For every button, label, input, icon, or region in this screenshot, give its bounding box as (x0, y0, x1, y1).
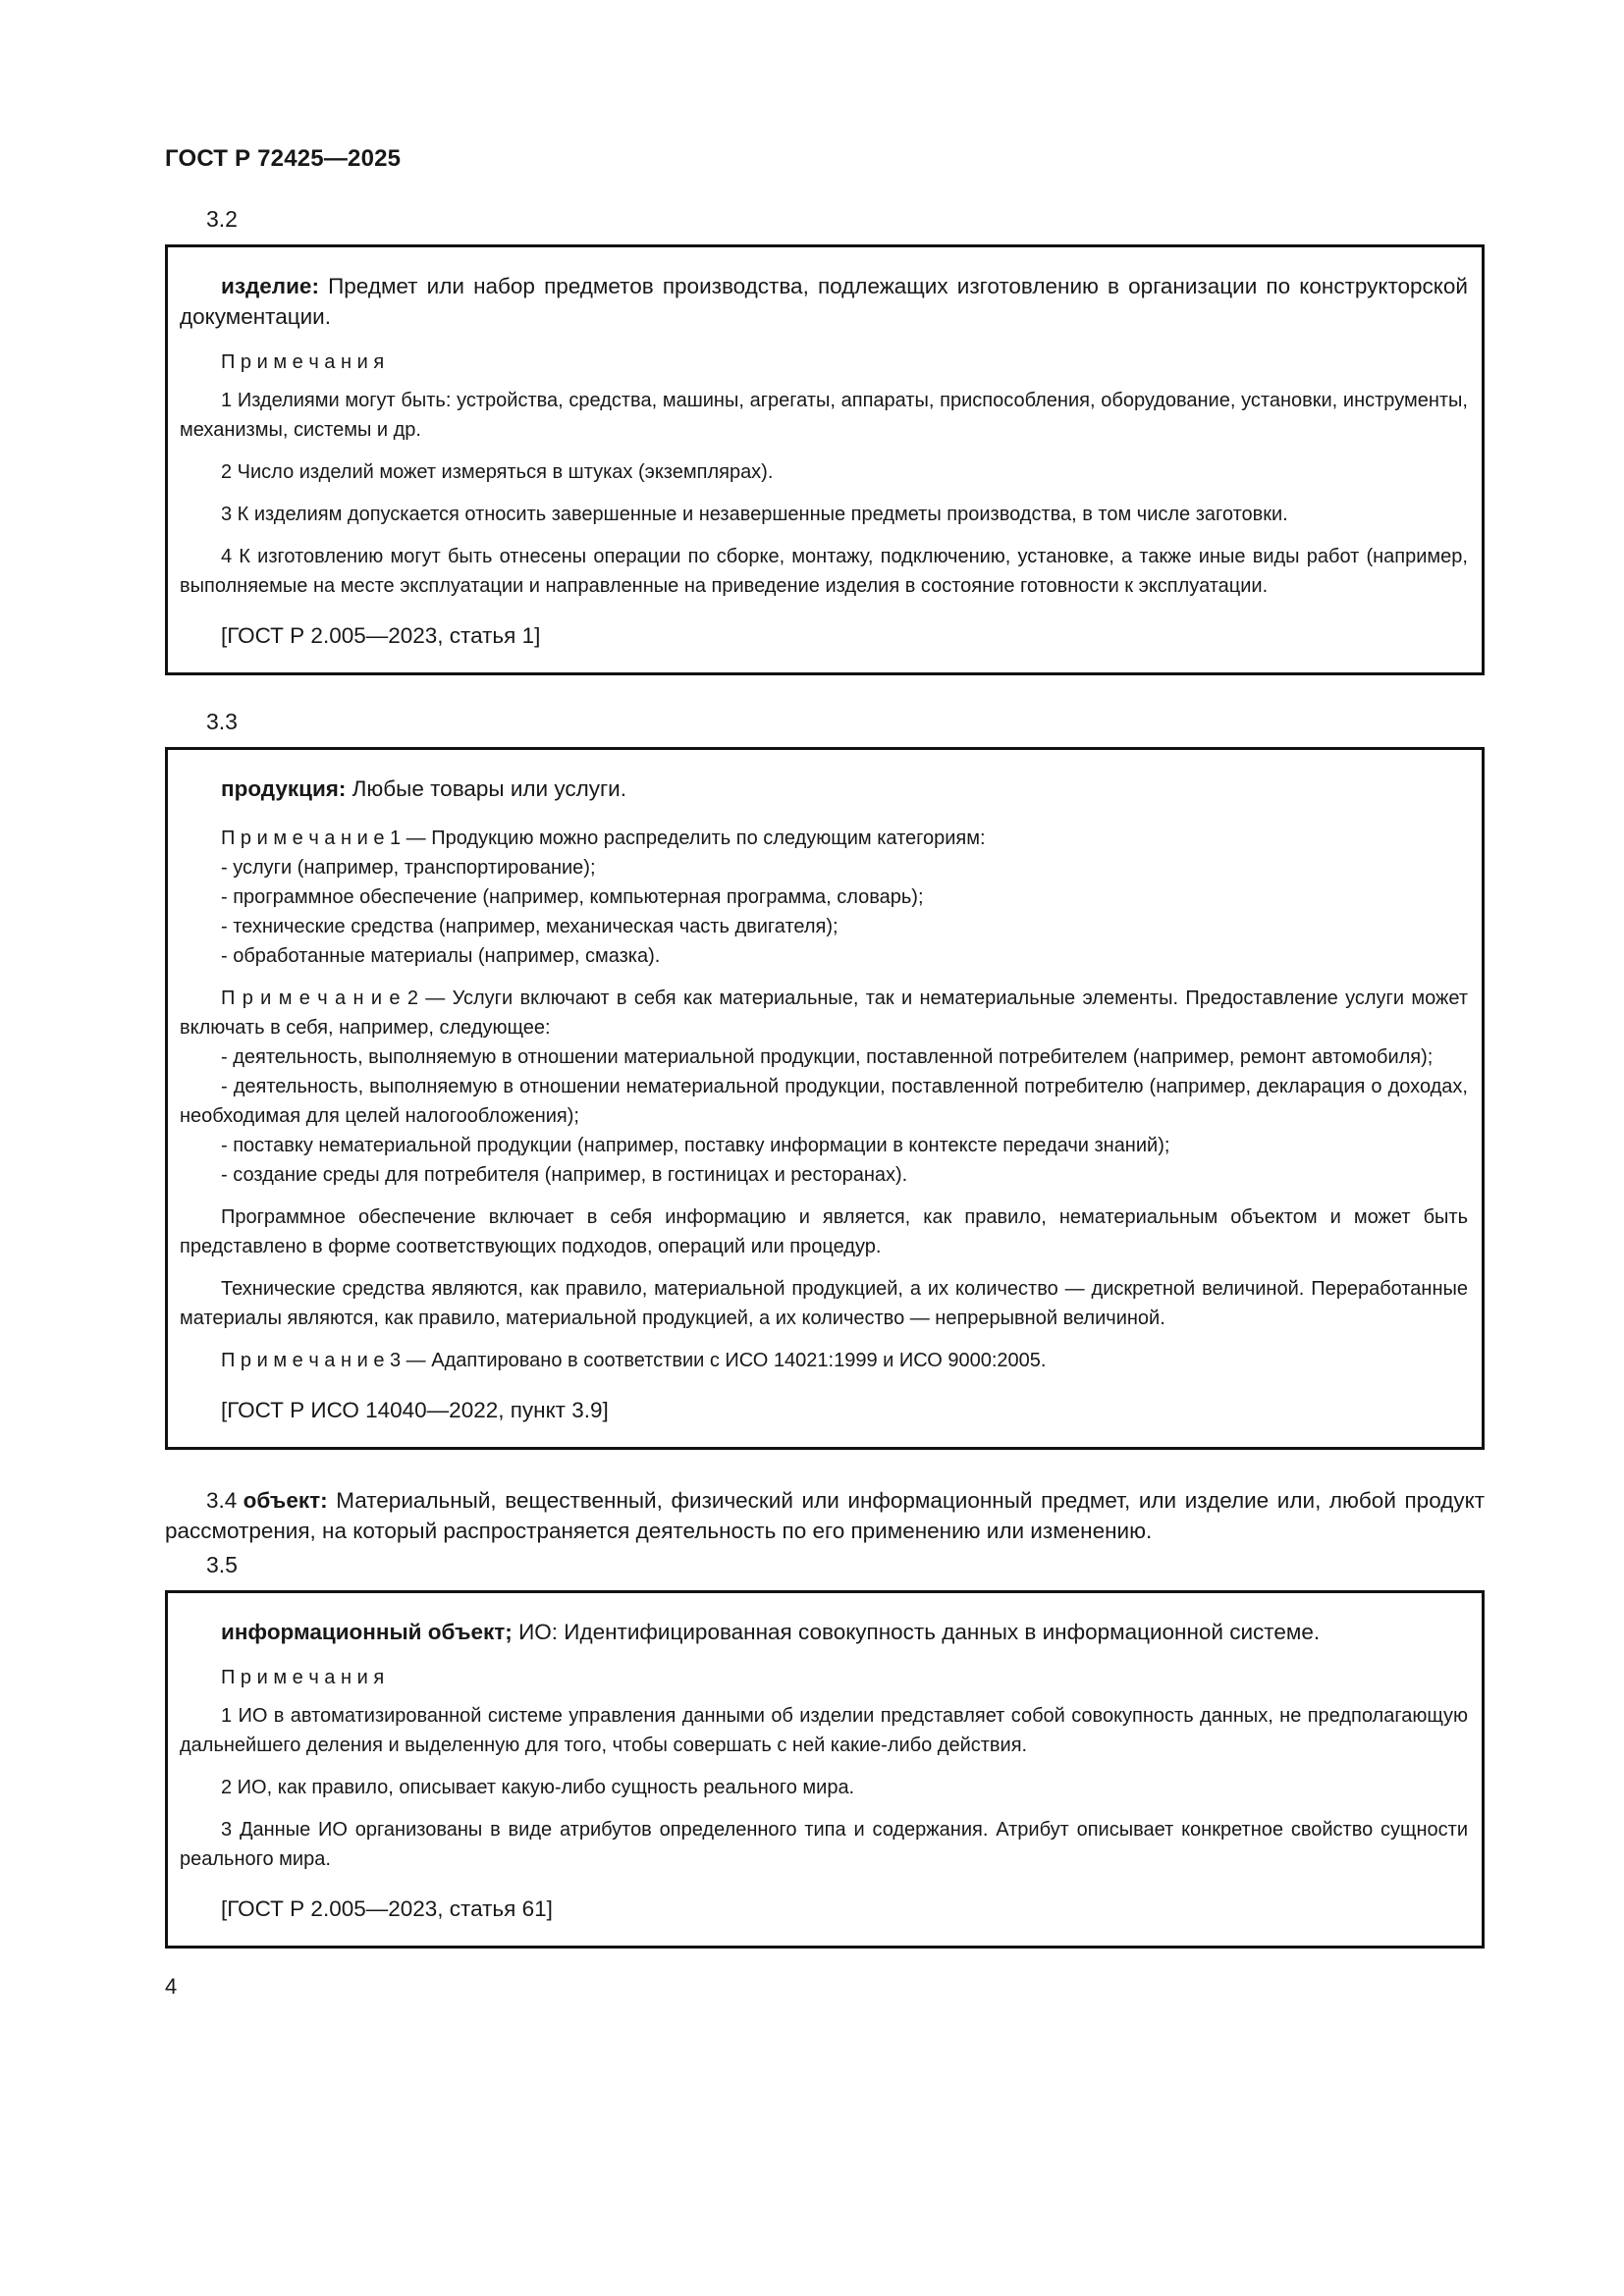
term-word: информационный объект; (221, 1620, 513, 1644)
citation-source: [ГОСТ Р ИСО 14040—2022, пункт 3.9] (221, 1398, 609, 1422)
note-item: 3 К изделиям допускается относить завершенные и незавершенные предметы производства, в том числе заготовки. (221, 504, 1288, 525)
definition-text: Любые товары или услуги. (346, 776, 627, 801)
note-list-item: - программное обеспечение (например, компьютерная программа, словарь); (221, 886, 924, 908)
term-abbreviation: ИО: (518, 1620, 559, 1644)
definition-3-2 (180, 271, 1468, 332)
note-list-item: - деятельность, выполняемую в отношении материальной продукции, поставленной потребителем (например, ремонт автомобиля); (221, 1046, 1434, 1068)
term-box-3-5 (165, 1590, 1485, 1949)
section-number-3-3: 3.3 (206, 709, 238, 734)
term-word: изделие: (221, 274, 319, 298)
note-paragraph: Технические средства являются, как правило, материальной продукцией, а их количество — дискретной величиной. Переработанные материалы являются, как правило, материальной продукцией, а их количество — непрерывной величиной. (180, 1278, 1468, 1329)
standard-code-header: ГОСТ Р 72425—2025 (165, 145, 402, 172)
term-box-3-3 (165, 747, 1485, 1450)
term-box-3-2 (165, 244, 1485, 675)
page-number: 4 (165, 1974, 178, 1999)
definition-text: Предмет или набор предметов производства, подлежащих изготовлению в организации по конструкторской документации. (180, 274, 1468, 329)
section-number-3-5: 3.5 (206, 1552, 238, 1577)
note-list-item: - деятельность, выполняемую в отношении нематериальной продукции, поставленной потребителю (например, декларация о доходах, необходимая для целей налогообложения); (180, 1076, 1468, 1127)
note-lead: П р и м е ч а н и е 2 — Услуги включают в себя как материальные, так и нематериальные элементы. Предоставление услуги может включать в себя, например, следующее: (180, 988, 1468, 1039)
citation-source: [ГОСТ Р 2.005—2023, статья 61] (221, 1896, 553, 1921)
note-2-group (180, 984, 1468, 1190)
note-item: П р и м е ч а н и е 3 — Адаптировано в соответствии с ИСО 14021:1999 и ИСО 9000:2005. (221, 1350, 1047, 1371)
note-lead: П р и м е ч а н и е 1 — Продукцию можно распределить по следующим категориям: (221, 828, 986, 849)
note-item: 2 ИО, как правило, описывает какую-либо сущность реального мира. (221, 1777, 855, 1798)
notes-heading: П р и м е ч а н и я (221, 351, 385, 373)
note-list-item: - поставку нематериальной продукции (например, поставку информации в контексте передачи знаний); (221, 1135, 1170, 1156)
note-paragraph: Программное обеспечение включает в себя информацию и является, как правило, нематериальным объектом и может быть представлено в форме соответствующих подходов, операций или процедур. (180, 1206, 1468, 1257)
section-number-3-4: 3.4 (206, 1488, 238, 1513)
note-list-item: - создание среды для потребителя (например, в гостиницах и ресторанах). (221, 1164, 908, 1186)
note-1-group (180, 824, 1468, 971)
definition-3-3 (180, 774, 1468, 804)
note-list-item: - обработанные материалы (например, смазка). (221, 945, 661, 967)
definition-text: Идентифицированная совокупность данных в информационной системе. (558, 1620, 1321, 1644)
citation-source: [ГОСТ Р 2.005—2023, статья 1] (221, 623, 541, 648)
term-word: объект: (243, 1488, 328, 1513)
term-word: продукция: (221, 776, 347, 801)
note-item: 2 Число изделий может измеряться в штуках (экземплярах). (221, 461, 774, 483)
note-list-item: - услуги (например, транспортирование); (221, 857, 596, 879)
note-item: 4 К изготовлению могут быть отнесены операции по сборке, монтажу, подключению, установке, а также иные виды работ (например, выполняемые на месте эксплуатации и направленные на приведение изделия в состояние готовности к эксплуатации. (180, 546, 1468, 597)
definition-3-5 (180, 1617, 1468, 1647)
note-item: 3 Данные ИО организованы в виде атрибутов определенного типа и содержания. Атрибут описывает конкретное свойство сущности реального мира. (180, 1819, 1468, 1870)
notes-heading: П р и м е ч а н и я (221, 1667, 385, 1688)
note-list-item: - технические средства (например, механическая часть двигателя); (221, 916, 839, 937)
note-item: 1 ИО в автоматизированной системе управления данными об изделии представляет собой совокупность данных, не предполагающую дальнейшего деления и выделенную для того, чтобы совершать с ней какие-либо действия. (180, 1705, 1468, 1756)
definition-text: Материальный, вещественный, физический или информационный предмет, или изделие или, любой продукт рассмотрения, на который распространяется деятельность по его применению или изменению. (165, 1488, 1485, 1543)
section-number-3-2: 3.2 (206, 206, 238, 232)
note-item: 1 Изделиями могут быть: устройства, средства, машины, агрегаты, аппараты, приспособления, оборудование, установки, инструменты, механизмы, системы и др. (180, 390, 1468, 441)
definition-3-4 (165, 1485, 1485, 1546)
